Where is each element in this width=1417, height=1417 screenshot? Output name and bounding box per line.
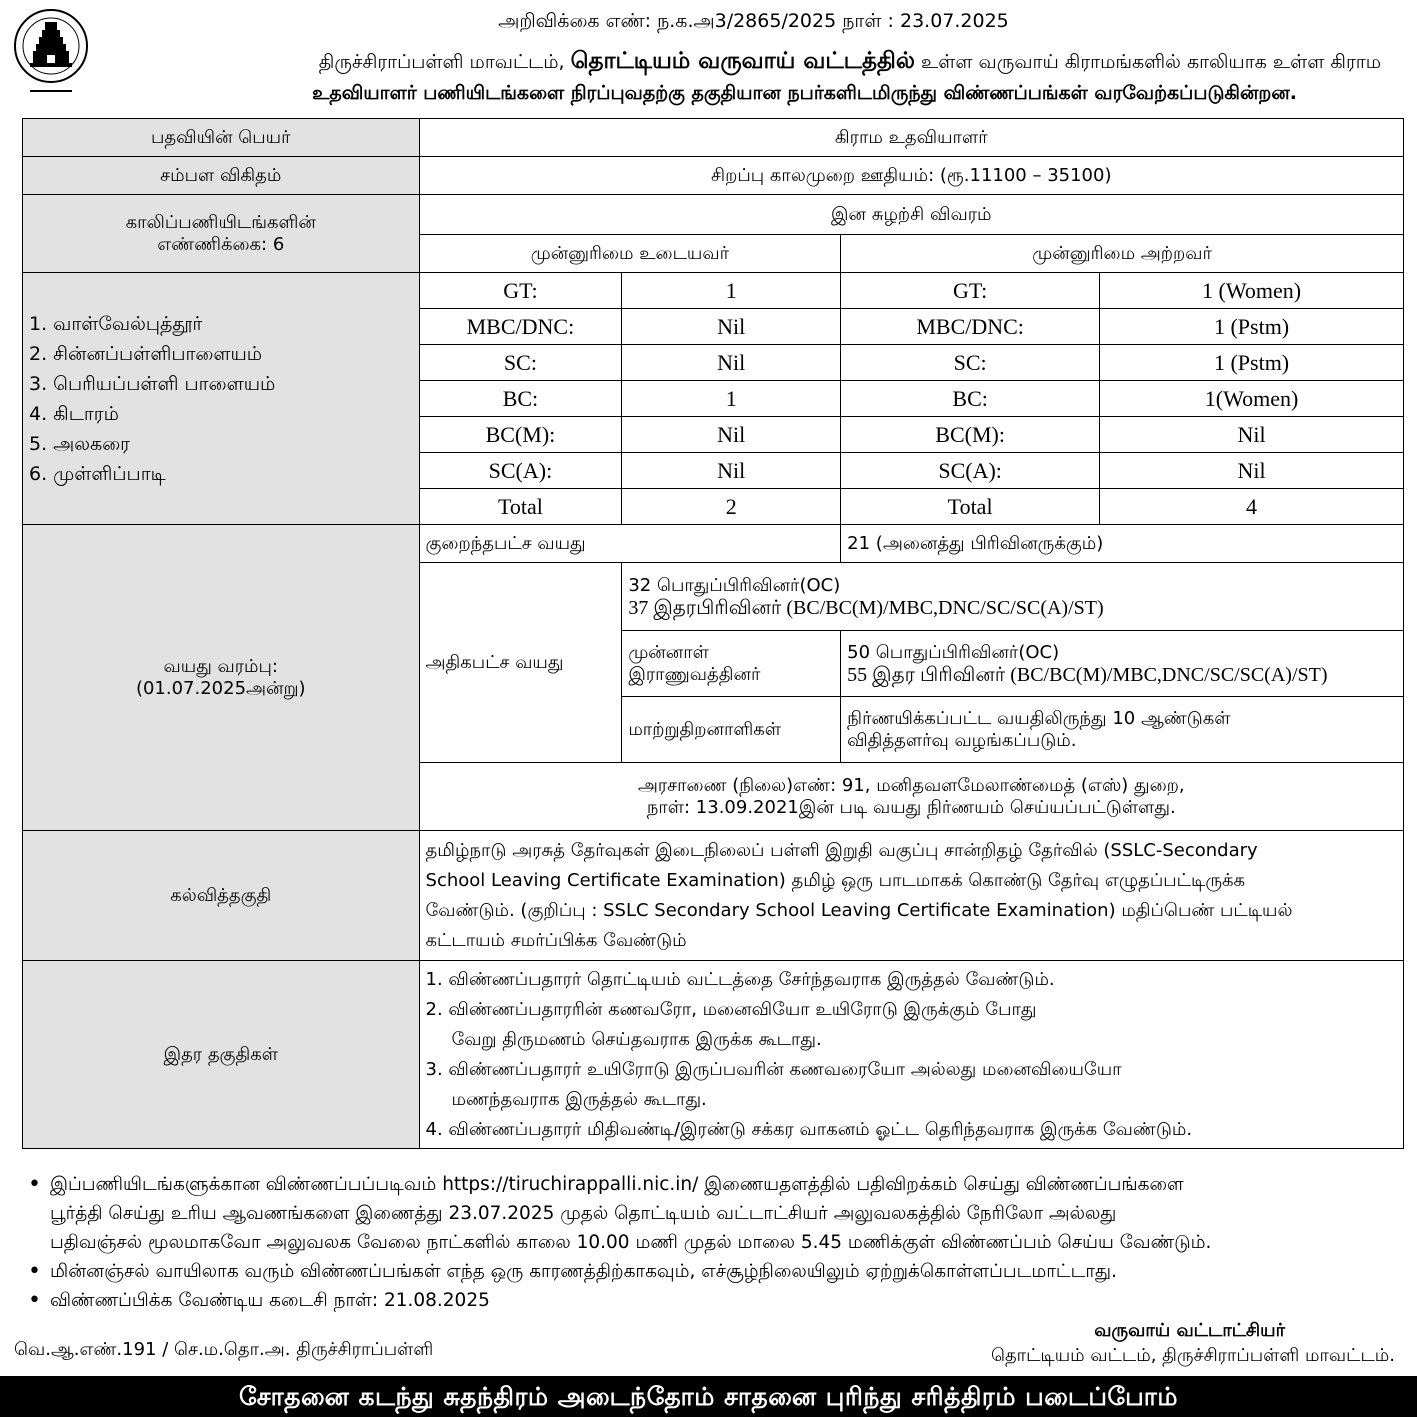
list-item: 5. அலகரை — [29, 432, 131, 455]
table-cell: 1 — [622, 273, 841, 309]
list-item: 1. வாள்வேல்புத்தூர் — [29, 312, 203, 335]
list-item: 2. விண்ணப்பதாரரின் கணவரோ, மனைவியோ உயிரோடு இருக்கும் போது — [425, 998, 1037, 1020]
table-cell: Total — [841, 489, 1100, 525]
max-age-label: அதிகபட்ச வயது — [419, 563, 622, 763]
vacancy-count-label: காலிப்பணியிடங்களின் எண்ணிக்கை: 6 — [23, 195, 420, 273]
table-cell: 1 — [622, 381, 841, 417]
table-cell: 1 (Pstm) — [1100, 345, 1404, 381]
disabled-value: நிர்ணயிக்கப்பட்ட வயதிலிருந்து 10 ஆண்டுகள் விதித்தளர்வு வழங்கப்படும். — [841, 697, 1404, 763]
other-qualifications: 1. விண்ணப்பதாரர் தொட்டியம் வட்டத்தை சேர்ந்தவராக இருத்தல் வேண்டும். 2. விண்ணப்பதாரரின் கணவரோ, மனைவியோ உயிரோடு இருக்கும் போது வேறு திருமணம் செய்தவராக இருக்க கூடாது. 3. விண்ணப்பதாரர் உயிரோடு இருப்பவரின் கணவரையோ அல்லது மனைவியையோ மணந்தவராக இருத்தல் கூடாது. 4. விண்ணப்பதாரர் மிதிவண்டி/இரண்டு சக்கர வாகனம் ஓட்ட தெரிந்தவராக இருக்க வேண்டும். — [419, 961, 1403, 1149]
table-cell: SC(A): — [419, 453, 622, 489]
list-item: 3. விண்ணப்பதாரர் உயிரோடு இருப்பவரின் கணவரையோ அல்லது மனைவியையோ — [425, 1058, 1122, 1080]
pay-scale-value: சிறப்பு காலமுறை ஊதியம்: (ரூ.11100 – 35100) — [419, 157, 1403, 195]
table-cell: BC(M): — [841, 417, 1100, 453]
ex-service-label: முன்னாள் இராணுவத்தினர் — [622, 631, 841, 697]
slogan-banner: சோதனை கடந்து சுதந்திரம் அடைந்தோம் சாதனை புரிந்து சரித்திரம் படைப்போம் — [0, 1376, 1417, 1417]
post-name-label: பதவியின் பெயர் — [23, 119, 420, 157]
taluk-name: தொட்டியம் வருவாய் வட்டத்தில் — [570, 48, 915, 74]
table-cell: 1 (Women) — [1100, 273, 1404, 309]
table-cell: 1(Women) — [1100, 381, 1404, 417]
village-list — [23, 273, 420, 525]
vacancy-table — [22, 118, 1404, 1149]
table-cell: MBC/DNC: — [841, 309, 1100, 345]
table-cell: Nil — [1100, 417, 1404, 453]
min-age-value: 21 (அனைத்து பிரிவினருக்கும்) — [841, 525, 1404, 563]
education-value: தமிழ்நாடு அரசுத் தேர்வுகள் இடைநிலைப் பள்ளி இறுதி வகுப்பு சான்றிதழ் தேர்வில் (SSLC-Secondary School Leaving Certificate Examination) தமிழ் ஒரு பாடமாகக் கொண்டு தேர்வு எழுதப்பட்டிருக்க வேண்டும். (குறிப்பு : SSLC Secondary School Leaving Certificate Examination) மதிப்பெண் பட்டியல் கட்டாயம் சமர்ப்பிக்க வேண்டும் — [419, 831, 1403, 961]
table-cell: GT: — [419, 273, 622, 309]
nonpriority-header: முன்னுரிமை அற்றவர் — [841, 235, 1404, 273]
pay-scale-label: சம்பள விகிதம் — [23, 157, 420, 195]
list-item: • விண்ணப்பிக்க வேண்டிய கடைசி நாள்: 21.08.2025 — [20, 1286, 1400, 1315]
rotation-title: இன சுழற்சி விவரம் — [419, 195, 1403, 235]
priority-header: முன்னுரிமை உடையவர் — [419, 235, 841, 273]
table-cell: Nil — [622, 309, 841, 345]
table-cell: GT: — [841, 273, 1100, 309]
government-order: அரசாணை (நிலை)எண்: 91, மனிதவளமேலாண்மைத் (எஸ்) துறை, நாள்: 13.09.2021இன் படி வயது நிர்ணயம் செய்யப்பட்டுள்ளது. — [419, 763, 1403, 831]
notice-number: அறிவிக்கை எண்: ந.க.அ3/2865/2025 நாள் : 23.07.2025 — [498, 10, 1009, 32]
table-cell: BC(M): — [419, 417, 622, 453]
other-qualifications-label: இதர தகுதிகள் — [23, 961, 420, 1149]
ex-service-value: 50 பொதுப்பிரிவினர்(OC) 55 இதர பிரிவினர் (BC/BC(M)/MBC,DNC/SC/SC(A)/ST) — [841, 631, 1404, 697]
table-cell: BC: — [419, 381, 622, 417]
table-cell: Total — [419, 489, 622, 525]
list-item: 4. விண்ணப்பதாரர் மிதிவண்டி/இரண்டு சக்கர வாகனம் ஓட்ட தெரிந்தவராக இருக்க வேண்டும். — [425, 1118, 1193, 1140]
table-cell: SC: — [841, 345, 1100, 381]
max-age-general: 32 பொதுப்பிரிவினர்(OC) 37 இதரபிரிவினர் (BC/BC(M)/MBC,DNC/SC/SC(A)/ST) — [622, 563, 1404, 631]
age-limit-label: வயது வரம்பு: (01.07.2025அன்று) — [23, 525, 420, 831]
list-item: 1. விண்ணப்பதாரர் தொட்டியம் வட்டத்தை சேர்ந்தவராக இருத்தல் வேண்டும். — [425, 968, 1055, 990]
table-cell: 1 (Pstm) — [1100, 309, 1404, 345]
signatory-office: தொட்டியம் வட்டம், திருச்சிராப்பள்ளி மாவட்டம். — [990, 1345, 1395, 1366]
table-cell: Nil — [622, 417, 841, 453]
table-cell: MBC/DNC: — [419, 309, 622, 345]
reference-number: வெ.ஆ.எண்.191 / செ.ம.தொ.அ. திருச்சிராப்பள்ளி — [14, 1339, 434, 1360]
table-cell: SC: — [419, 345, 622, 381]
table-cell: 2 — [622, 489, 841, 525]
list-item: 2. சின்னப்பள்ளிபாளையம் — [29, 342, 263, 365]
list-item: 6. முள்ளிப்பாடி — [29, 462, 166, 485]
notes-list — [20, 1170, 1400, 1315]
education-label: கல்வித்தகுதி — [23, 831, 420, 961]
table-cell: SC(A): — [841, 453, 1100, 489]
signatory-title: வருவாய் வட்டாட்சியர் — [1094, 1320, 1285, 1341]
list-item: 3. பெரியப்பள்ளி பாளையம் — [29, 372, 276, 395]
list-item: • இப்பணியிடங்களுக்கான விண்ணப்பப்படிவம் https://tiruchirappalli.nic.in/ இணையதளத்தில் பதிவிறக்கம் செய்து விண்ணப்பங்களை பூர்த்தி செய்து உரிய ஆவணங்களை இணைத்து 23.07.2025 முதல் தொட்டியம் வட்டாட்சியர் அலுவலகத்தில் நேரிலோ அல்லது பதிவஞ்சல் மூலமாகவோ அலுவலக வேலை நாட்களில் காலை 10.00 மணி முதல் மாலை 5.45 மணிக்குள் விண்ணப்பம் செய்ய வேண்டும். — [20, 1170, 1400, 1257]
notice-header — [0, 0, 1417, 108]
table-cell: Nil — [622, 345, 841, 381]
intro-line-1: திருச்சிராப்பள்ளி மாவட்டம், தொட்டியம் வருவாய் வட்டத்தில் உள்ள வருவாய் கிராமங்களில் காலியாக உள்ள கிராம — [318, 48, 1381, 74]
disabled-label: மாற்றுதிறனாளிகள் — [622, 697, 841, 763]
list-item: • மின்னஞ்சல் வாயிலாக வரும் விண்ணப்பங்கள் எந்த ஒரு காரணத்திற்காகவும், எச்சூழ்நிலையிலும் ஏற்றுக்கொள்ளப்படமாட்டாது. — [20, 1257, 1400, 1286]
table-cell: Nil — [1100, 453, 1404, 489]
post-name-value: கிராம உதவியாளர் — [419, 119, 1403, 157]
table-cell: BC: — [841, 381, 1100, 417]
list-item: 4. கிடாரம் — [29, 402, 119, 425]
table-cell: 4 — [1100, 489, 1404, 525]
table-cell: Nil — [622, 453, 841, 489]
min-age-label: குறைந்தபட்ச வயது — [419, 525, 841, 563]
intro-line-2: உதவியாளர் பணியிடங்களை நிரப்புவதற்கு தகுதியான நபர்களிடமிருந்து விண்ணப்பங்கள் வரவேற்கப்படுகின்றன. — [312, 82, 1297, 104]
